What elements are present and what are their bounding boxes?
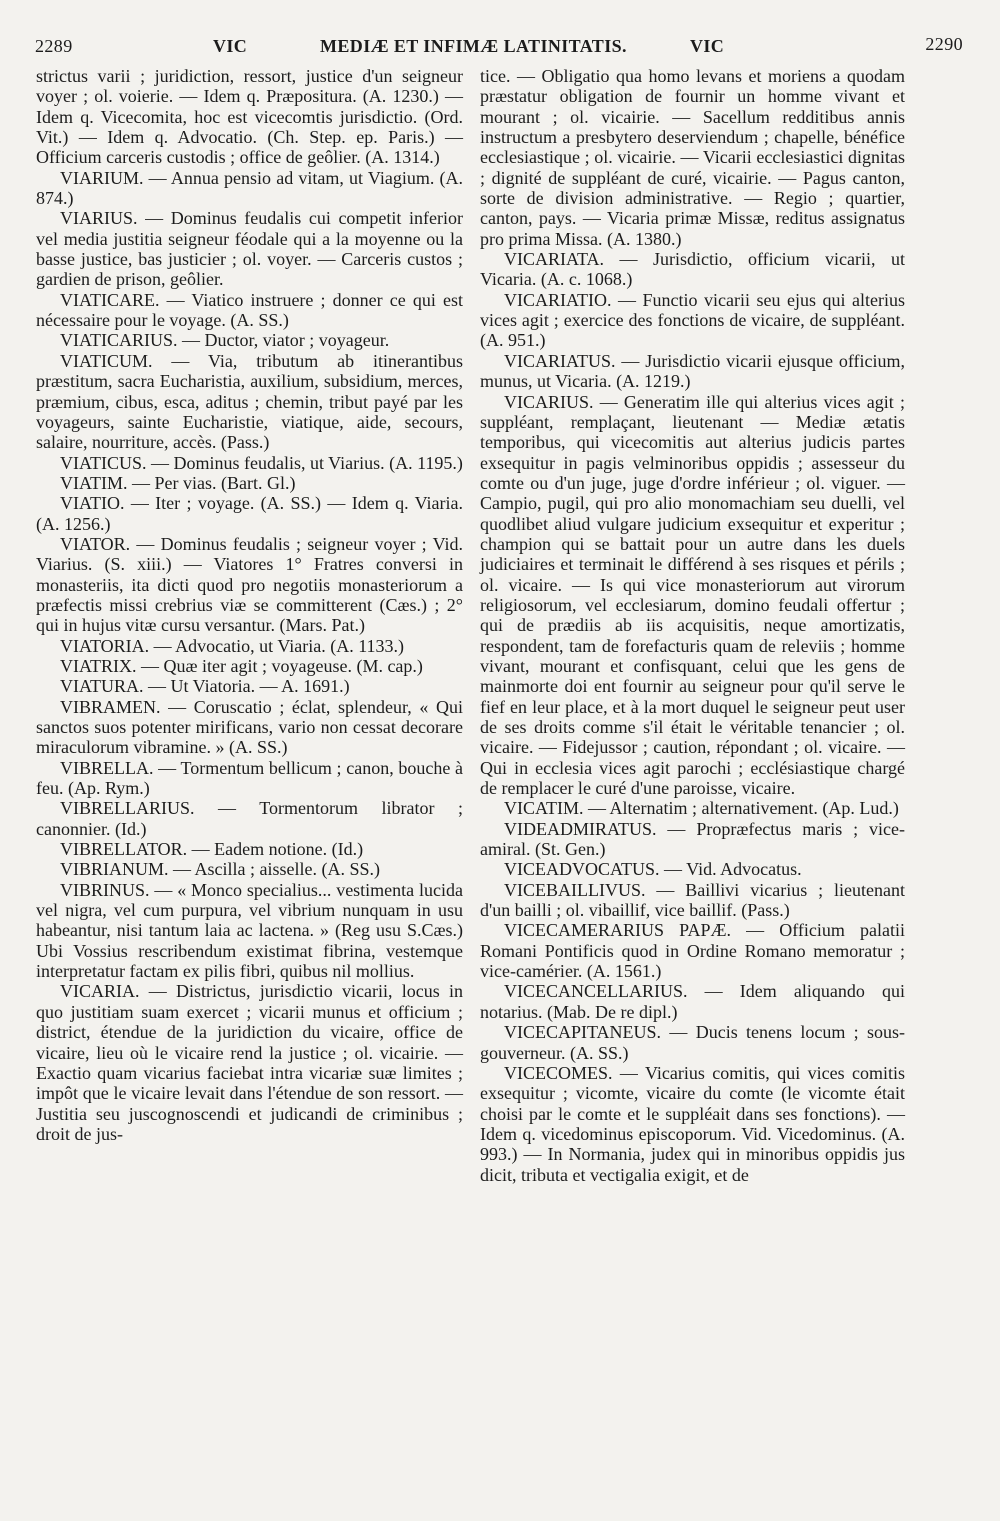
entry-vicariata: VICARIATA. — Jurisdictio, officium vicarii, ut Vicaria. (A. c. 1068.)	[480, 249, 905, 290]
entry-videadmiratus: VIDEADMIRATUS. — Propræfectus maris ; vice-amiral. (St. Gen.)	[480, 818, 905, 860]
page-number-right: 2290	[925, 34, 963, 54]
entry-viaticare: VIATICARE. — Viatico instruere ; donner ce qui est nécessaire pour le voyage. (A. SS.)	[36, 289, 463, 331]
entry-vicebaillivus: VICEBAILLIVUS. — Baillivi vicarius ; lieutenant d'un bailli ; ol. vibaillif, vice baillif. (Pass.)	[480, 879, 905, 921]
entry-continuation: strictus varii ; juridiction, ressort, justice d'un seigneur voyer ; ol. voierie. — Idem q. Præpositura. (A. 1230.) — Idem q. Vicecomita, hoc est vicecomtis jurisdictio. (Ord. Vit.) — Idem q. Advocatio. (Ch. Step. ep. Paris.) — Officium carceris custodis ; office de geôlier. (A. 1314.)	[36, 66, 463, 168]
entry-viatura: VIATURA. — Ut Viatoria. — A. 1691.)	[60, 676, 350, 697]
left-column	[36, 66, 463, 1144]
entry-viatoria: VIATORIA. — Advocatio, ut Viaria. (A. 1133.)	[60, 635, 405, 656]
entry-vibrianum: VIBRIANUM. — Ascilla ; aisselle. (A. SS.)	[60, 859, 380, 880]
guide-word-left: VIC	[213, 36, 248, 56]
entry-vicariatio: VICARIATIO. — Functio vicarii seu ejus qui alterius vices agit ; exercice des fonctions de vicaire, de suppléant. (A. 951.)	[480, 289, 905, 351]
entry-viatio: VIATIO. — Iter ; voyage. (A. SS.) — Idem q. Viaria. (A. 1256.)	[36, 493, 463, 534]
entry-vicecancellarius: VICECANCELLARIUS. — Idem aliquando qui notarius. (Mab. De re dipl.)	[480, 981, 905, 1022]
entry-vicecomes: VICECOMES. — Vicarius comitis, qui vices comitis exsequitur ; vicomte, vicaire du comte (le vicomte était choisi par le comte et le suppléait dans ses fonctions). — Idem q. vicedominus episcoporum. Vid. Vicedominus. (A. 993.) — In Normania, judex qui in minoribus oppidis jus dicit, tributa et vectigalia exigit, et de	[480, 1062, 905, 1185]
entry-viarium: VIARIUM. — Annua pensio ad vitam, ut Viagium. (A. 874.)	[36, 167, 463, 209]
guide-word-right: VIC	[690, 36, 725, 56]
entry-vicecapitaneus: VICECAPITANEUS. — Ducis tenens locum ; sous-gouverneur. (A. SS.)	[480, 1022, 905, 1063]
entry-vicatim: VICATIM. — Alternatim ; alternativement. (Ap. Lud.)	[504, 798, 899, 819]
entry-vicecamerarius-papae: VICECAMERARIUS PAPÆ. — Officium palatii Romani Pontificis quod in Ordine Romano memoratur ; vice-camérier. (A. 1561.)	[480, 920, 905, 982]
entry-viatim: VIATIM. — Per vias. (Bart. Gl.)	[60, 472, 296, 493]
entry-viceadvocatus: VICEADVOCATUS. — Vid. Advocatus.	[504, 859, 802, 880]
entry-vicarius: VICARIUS. — Generatim ille qui alterius vices agit ; suppléant, remplaçant, lieutenant — Mediæ ætatis temporibus, qui vicecomitis aut alterius judicis partes exsequitur in pagis velminoribus oppidis ; assesseur du comte ou d'un juge, juge d'ordre inférieur ; ol. viguer. —Campio, pugil, qui pro alio monomachiam seu duelli, vel quodlibet aliud vulgare judicium exsequitur et experitur ; champion qui se battait pour un autre dans les duels judiciaires et terminait le différend à ses risques et périls ; ol. vicaire. — Is qui vice monasteriorum aut virorum religiosorum, vel ecclesiarum, domino feudali offertur ; qui de prædiis ab iis acquisitis, neque amortizatis, respondent, tam de forefacturis quam de releviis ; homme vivant, mourant et confisquant, celui que les gens de mainmorte doi ent fournir au seigneur pour qu'il serve le fief en leur place, et à la mort duquel le seigneur peut user de ses droits comme s'il était le véritable tenancier ; ol. vicaire. — Fidejussor ; caution, répondant ; ol. vicaire. — Qui in ecclesia vices agit parochi ; ecclésiastique chargé de remplacer le curé d'une paroisse, vicaire.	[480, 391, 905, 799]
right-column	[480, 66, 905, 1185]
entry-vibrellarius: VIBRELLARIUS. — Tormentorum librator ; canonnier. (Id.)	[36, 798, 463, 839]
entry-vibramen: VIBRAMEN. — Coruscatio ; éclat, splendeur, « Qui sanctos suos potenter mirificans, vario non cessat decorare miraculorum vibramine. » (A. SS.)	[36, 696, 463, 758]
entry-viator: VIATOR. — Dominus feudalis ; seigneur voyer ; Vid. Viarius. (S. xiii.) — Viatores 1° Fratres conversi in monasteriis, ita dicti quod pro negotiis monasteriorum a præfectis missi crebrius viæ se committerent (Cæs.) ; 2° qui in hujus vitæ cursu versantur. (Mars. Pat.)	[36, 533, 463, 636]
running-header	[35, 30, 963, 62]
entry-vicaria: VICARIA. — Districtus, jurisdictio vicarii, locus in quo justitiam suam exercet ; vicarii munus et officium ; district, étendue de la juridiction du vicaire, office de vicaire, lieu où le vicaire rend la justice ; ol. vicairie. — Exactio quam vicarius faciebat intra vicariæ suæ limites ; impôt que le vicaire levait dans l'étendue de son ressort. — Justitia seu juscognoscendi et judicandi de criminibus ; droit de jus-	[36, 981, 463, 1144]
entry-vibrinus: VIBRINUS. — « Monco specialius... vestimenta lucida vel nigra, vel cum purpura, vel vibrium nunquam in usu habeantur, nisi tantum laia ac lactena. » (Reg usu S.Cæs.) Ubi Vossius rescribendum existimat fibrina, vestemque interpretatur factam ex pilis fibri, quibus nil mollius.	[36, 879, 463, 982]
entry-viatrix: VIATRIX. — Quæ iter agit ; voyageuse. (M. cap.)	[60, 655, 423, 676]
entry-viaticarius: VIATICARIUS. — Ductor, viator ; voyageur.	[60, 330, 390, 351]
entry-vicaria-continued: tice. — Obligatio qua homo levans et moriens a quodam præstatur obligation de fournir un homme vivant et mourant ; ol. vicairie. — Sacellum redditibus annis instructum a presbytero deserviendum ; chapelle, bénéfice ecclesiastique ; ol. vicairie. — Vicarii ecclesiastici dignitas ; dignité de suppléant de curé, vicairie. — Pagus canton, sorte de division administrative. — Regio ; quartier, canton, pays. — Vicaria primæ Missæ, reditus assignatus pro prima Missa. (A. 1380.)	[480, 66, 905, 249]
entry-vicariatus: VICARIATUS. — Jurisdictio vicarii ejusque officium, munus, ut Vicaria. (A. 1219.)	[480, 350, 905, 392]
entry-viaticus: VIATICUS. — Dominus feudalis, ut Viarius. (A. 1195.)	[60, 452, 463, 473]
page-number-left: 2289	[35, 36, 73, 56]
running-title: MEDIÆ ET INFIMÆ LATINITATIS.	[320, 36, 627, 56]
entry-vibrellator: VIBRELLATOR. — Eadem notione. (Id.)	[60, 839, 364, 860]
entry-viarius: VIARIUS. — Dominus feudalis cui competit inferior vel media justitia seigneur féodale qui a la moyenne ou la basse justice, bas justicier ; ol. voyer. — Carceris custos ; gardien de prison, geôlier.	[36, 208, 463, 290]
entry-viaticum: VIATICUM. — Via, tributum ab itinerantibus præstitum, sacra Eucharistia, auxilium, subsidium, merces, præmium, cibus, esca, aditus ; chemin, tribut payé par les voyageurs, sainte Eucharistie, viatique, aide, secours, salaire, nourriture, accès. (Pass.)	[36, 350, 463, 453]
entry-vibrella: VIBRELLA. — Tormentum bellicum ; canon, bouche à feu. (Ap. Rym.)	[36, 757, 463, 799]
